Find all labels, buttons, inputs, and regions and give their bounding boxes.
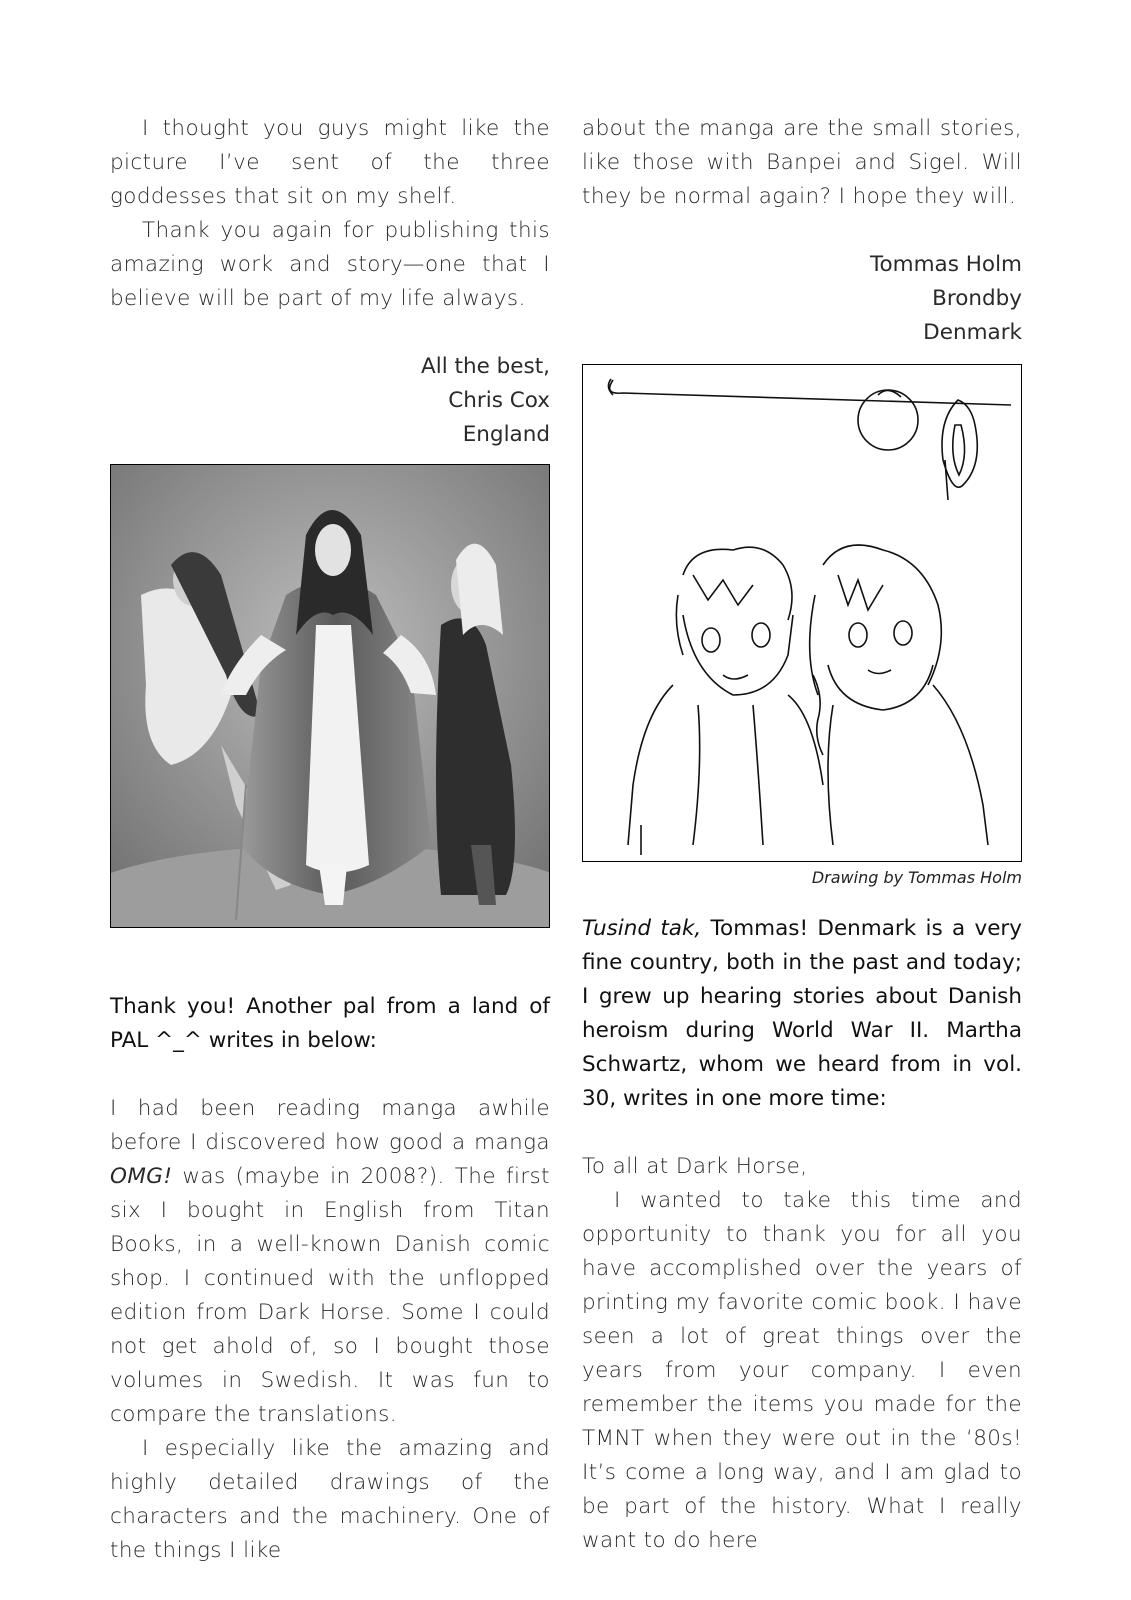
goddess-figures-photo: [110, 464, 550, 928]
left-column: [110, 112, 550, 1568]
letter2-p1-text-a: I had been reading manga awhile before I discovered how good a manga: [110, 1096, 550, 1155]
letter1-signoff-closing: All the best,: [421, 354, 550, 379]
editor-response-1: Thank you! Another pal from a land of PAL ^_^ writes in below:: [110, 994, 550, 1053]
letter1-paragraph-1: I thought you guys might like the picture I’ve sent of the three goddesses that sit on my shelf.: [110, 116, 550, 209]
letter2-paragraph-1: [110, 1092, 550, 1432]
response-2-text: Tommas! Denmark is a very fine country, both in the past and today; I grew up hearing stories about Danish heroism during World War II. Martha Schwartz, whom we heard from in vol. 30, writes in one more time:: [582, 916, 1022, 1111]
letter2-paragraph-2: I especially like the amazing and highly detailed drawings of the characters and the machinery. One of the things I like: [110, 1436, 550, 1563]
response-2-danish-phrase: Tusind tak,: [582, 916, 702, 941]
letter2-p1-text-b: was (maybe in 2008?). The first six I bought in English from Titan Books, in a well-known Danish comic shop. I continued with the unflopped edition from Dark Horse. Some I could not get ahold of, so I bought those volumes in Swedish. It was fun to compare the translations.: [110, 1164, 550, 1427]
fan-drawing: [582, 364, 1022, 862]
figures-photo-illustration: [111, 465, 550, 928]
right-column: [582, 112, 1022, 1558]
letter1-signoff-name: Chris Cox: [448, 388, 550, 413]
letter2-continuation: about the manga are the small stories, like those with Banpei and Sigel. Will they be normal again? I hope they will.: [582, 116, 1022, 209]
letter1-signoff-country: England: [462, 422, 550, 447]
letter3-greeting: To all at Dark Horse,: [582, 1154, 808, 1179]
drawing-caption: Drawing by Tommas Holm: [811, 868, 1022, 887]
letter2-signoff-name: Tommas Holm: [870, 252, 1022, 277]
letter2-signoff-city: Brondby: [932, 286, 1022, 311]
letter2-signoff-country: Denmark: [923, 320, 1022, 345]
fan-drawing-sketch: [583, 365, 1020, 860]
letter1-paragraph-2: Thank you again for publishing this amazing work and story—one that I believe will be part of my life always.: [110, 218, 550, 311]
editor-response-2: [582, 912, 1022, 1116]
letter3-paragraph-1: I wanted to take this time and opportunity to thank you for all you have accomplished over the years of printing my favorite comic book. I have seen a lot of great things over the years from your company. I even remember the items you made for the TMNT when they were out in the ‘80s! It’s come a long way, and I am glad to be part of the history. What I really want to do here: [582, 1188, 1022, 1553]
letter2-p1-title: OMG!: [110, 1164, 173, 1189]
